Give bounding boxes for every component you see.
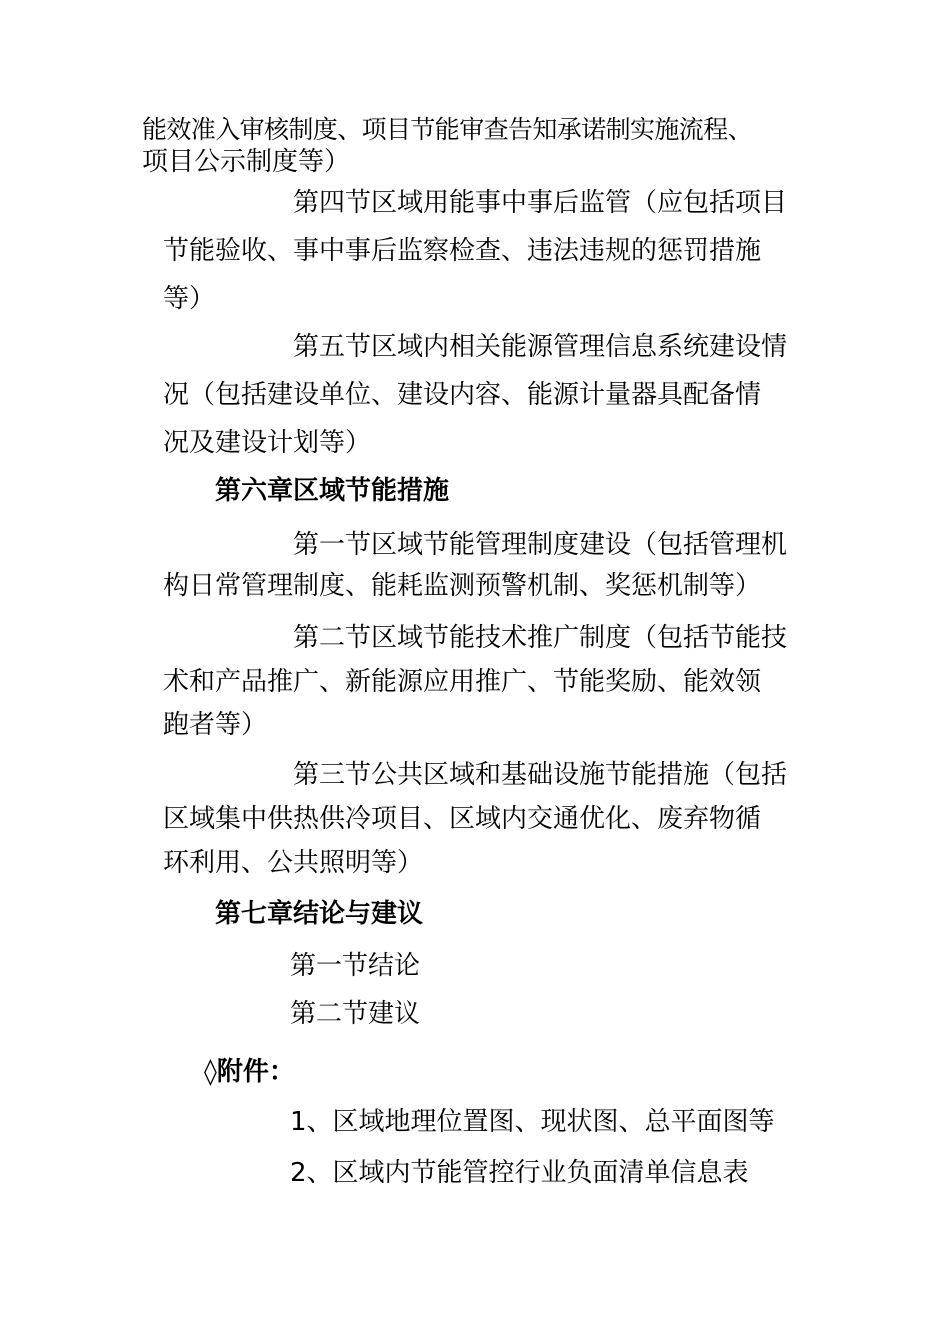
- para-line: 构日常管理制度、能耗监测预警机制、奖惩机制等）: [163, 571, 762, 601]
- para-line: 况（包括建设单位、建设内容、能源计量器具配备情: [163, 380, 762, 410]
- section-heading: 第二节建议: [290, 999, 421, 1029]
- section-heading: 第二节区域节能技术推广制度（包括节能技: [293, 623, 788, 653]
- section-heading: 第一节结论: [290, 951, 421, 981]
- para-line: 节能验收、事中事后监察检查、违法违规的惩罚措施: [163, 236, 762, 266]
- section-heading: 第三节公共区域和基础设施节能措施（包括: [293, 760, 788, 790]
- para-line: 环利用、公共照明等）: [163, 848, 424, 878]
- section-heading: 第四节区域用能事中事后监管（应包括项目: [293, 188, 788, 218]
- section-heading: 第五节区域内相关能源管理信息系统建设情: [293, 332, 788, 362]
- attachment-item: 2、区域内节能管控行业负面清单信息表: [290, 1158, 749, 1188]
- chapter-heading: 第六章区域节能措施: [215, 476, 450, 506]
- para-line: 项目公示制度等）: [142, 147, 351, 177]
- attachments-heading: ◊附件：: [204, 1057, 295, 1087]
- para-line: 跑者等）: [163, 710, 268, 740]
- para-line: 区域集中供热供冷项目、区域内交通优化、废弃物循: [163, 804, 762, 834]
- para-line: 况及建设计划等）: [163, 428, 372, 458]
- chapter-heading: 第七章结论与建议: [215, 899, 424, 929]
- para-line: 术和产品推广、新能源应用推广、节能奖励、能效领: [163, 667, 762, 697]
- para-line: 等）: [163, 284, 216, 314]
- section-heading: 第一节区域节能管理制度建设（包括管理机: [293, 530, 788, 560]
- para-line: 能效准入审核制度、项目节能审查告知承诺制实施流程、: [142, 115, 753, 144]
- attachment-item: 1、区域地理位置图、现状图、总平面图等: [290, 1107, 775, 1137]
